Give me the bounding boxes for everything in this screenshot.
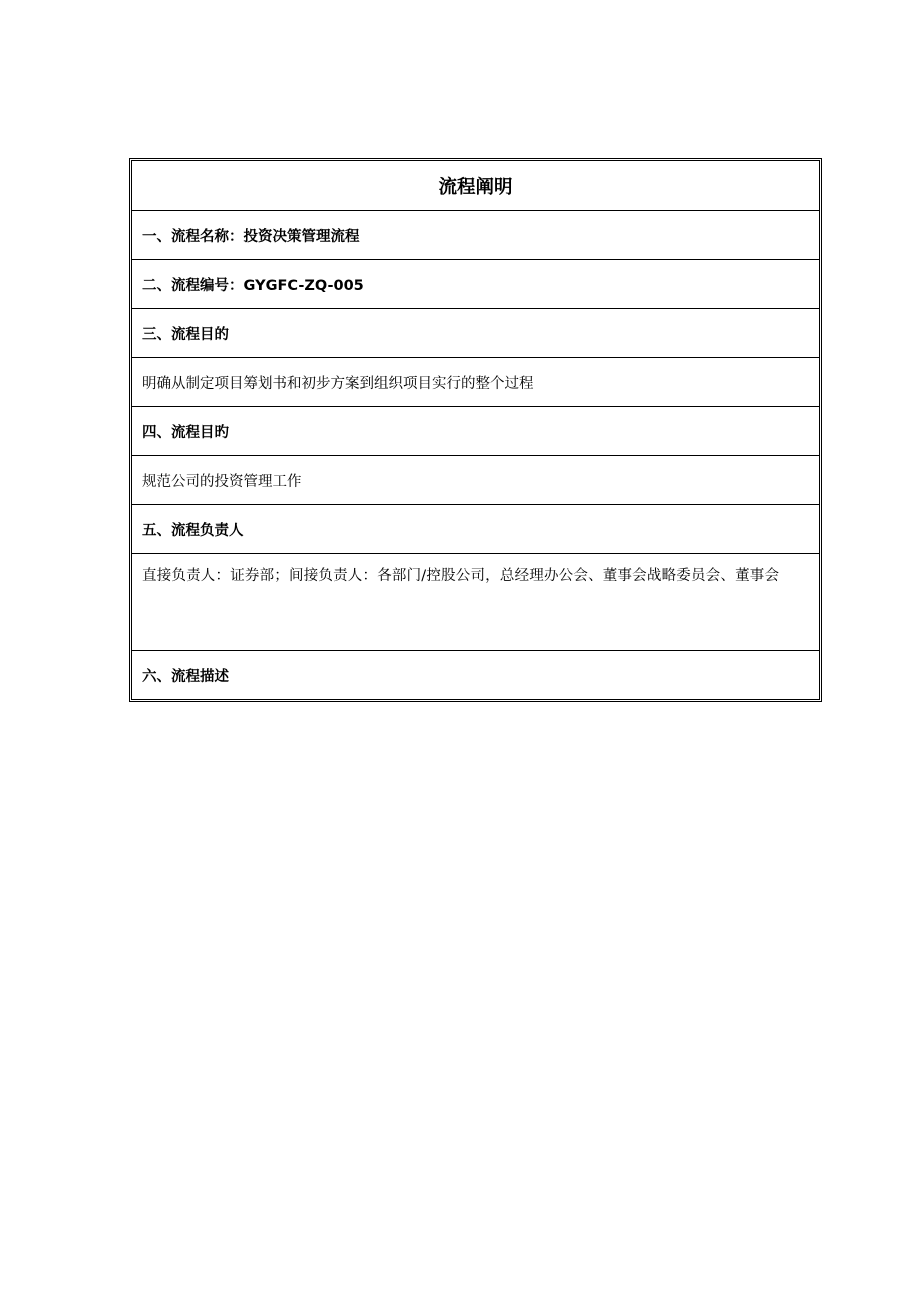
process-purpose-heading-row [132,308,819,357]
process-owner-heading: 五、流程负责人 [142,522,244,539]
process-owner-text: 直接负责人：证券部；间接负责人：各部门/控股公司，总经理办公会、董事会战略委员会、董事会 [142,568,780,584]
process-description-heading-row [132,650,819,699]
process-number-row [132,259,819,308]
process-purpose-row [132,357,819,406]
table-title [132,161,819,210]
process-owner-heading-row [132,504,819,553]
process-name-text: 一、流程名称：投资决策管理流程 [142,228,360,245]
process-name-row [132,210,819,259]
process-description-table [129,158,822,702]
process-goal-row [132,455,819,504]
process-description-heading: 六、流程描述 [142,668,229,685]
process-owner-row [132,553,819,650]
process-goal-heading-row [132,406,819,455]
table-title-text: 流程阐明 [438,176,513,198]
process-purpose-heading: 三、流程目的 [142,326,229,343]
process-goal-heading: 四、流程目旳 [142,424,229,441]
process-number-text: 二、流程编号：GYGFC-ZQ-005 [142,277,364,294]
process-goal-text: 规范公司的投资管理工作 [142,473,302,490]
process-purpose-text: 明确从制定项目筹划书和初步方案到组织项目实行的整个过程 [142,375,534,392]
